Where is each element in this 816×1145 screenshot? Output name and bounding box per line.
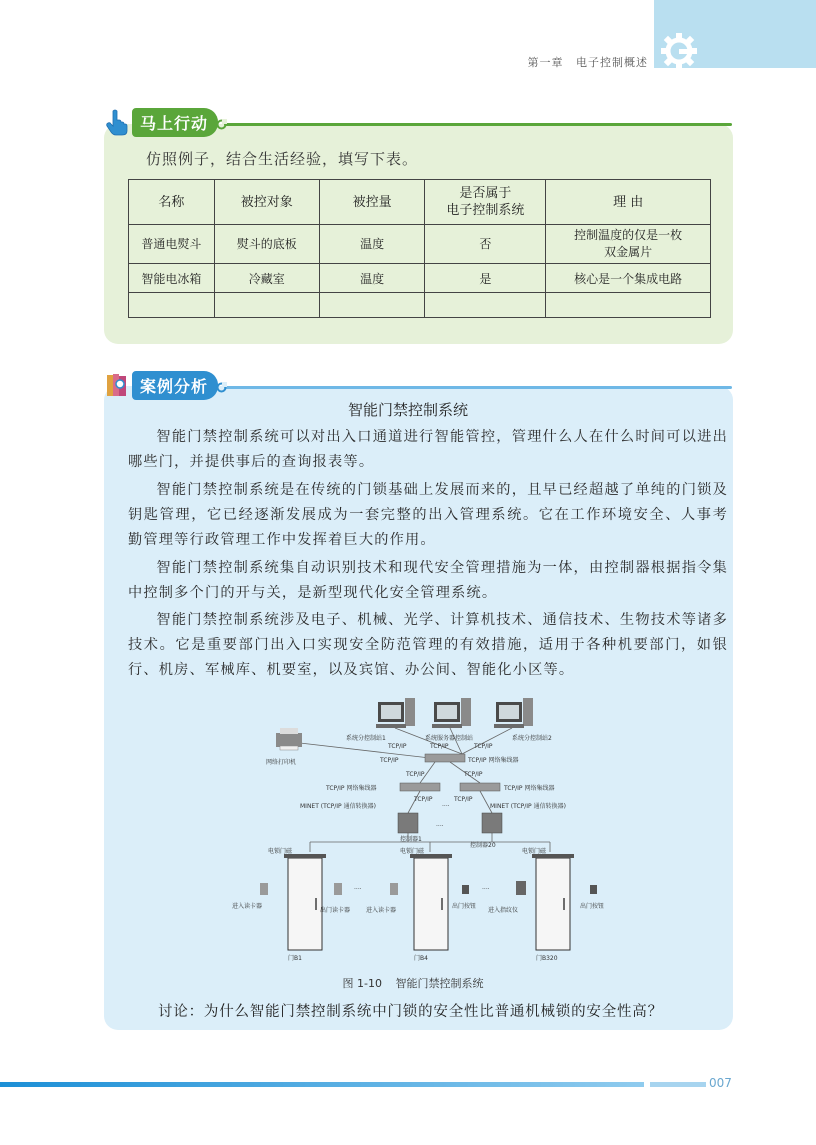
chapter-number: 第一章 [527, 56, 564, 69]
case-paragraph: 智能门禁控制系统可以对出入口通道进行智能管控，管理什么人在什么时间可以进出哪些门，并提供事后的查询报表等。 [128, 429, 728, 470]
table-row [129, 264, 711, 293]
tcpip-label: TCP/IP [474, 743, 493, 750]
fingerprint-icon [516, 881, 526, 895]
ellipsis: ···· [436, 823, 444, 830]
ellipsis: ···· [354, 886, 362, 893]
printer-icon [276, 728, 302, 750]
tcpip-label: TCP/IP [380, 757, 399, 764]
case-paragraph: 智能门禁控制系统是在传统的门锁基础上发展而来的，且早已经超越了单纯的门锁及钥匙管理，它已经逐渐发展成为一套完整的出入管理系统。它在工作环境安全、人事考勤管理等行政管理工作中发挥着巨大的作用。 [128, 482, 728, 548]
exit-button-icon [462, 885, 469, 894]
exit-button-label: 出门按钮 [580, 903, 605, 910]
hand-pointer-icon [106, 109, 128, 135]
door-b1-icon [284, 854, 326, 950]
chapter-header [520, 54, 649, 70]
minet-right-label: MINET (TCP/IP 通信转换器) [490, 803, 566, 810]
main-hub-label: TCP/IP 网络集线器 [468, 757, 519, 764]
minet-left-label: MINET (TCP/IP 通信转换器) [300, 803, 376, 810]
case-title: 智能门禁控制系统 [347, 401, 468, 419]
server-label: 系统服务器控制站 [425, 735, 474, 742]
figure-number: 图 1-10 [342, 977, 382, 990]
footer-rule-short [650, 1082, 706, 1087]
lock-label: 电锁门磁 [268, 848, 293, 855]
reader-out-label: 出门读卡器 [320, 907, 351, 914]
gear-icon [660, 32, 698, 70]
discussion-question: 讨论：为什么智能门禁控制系统中门锁的安全性比普通机械锁的安全性高？ [158, 1004, 663, 1020]
fingerprint-label: 进入指纹仪 [488, 907, 519, 914]
table-cell: 智能电冰箱 [129, 264, 215, 293]
tcpip-label: TCP/IP [430, 743, 449, 750]
door-b320-label: 门B320 [536, 955, 558, 962]
door-b4-label: 门B4 [414, 955, 428, 962]
tcpip-label: TCP/IP [414, 796, 433, 803]
server-icon [432, 698, 471, 728]
table-cell: 是 [425, 264, 546, 293]
chapter-title: 电子控制概述 [576, 56, 648, 69]
workstation-1-icon [376, 698, 415, 728]
case-paragraph: 智能门禁控制系统涉及电子、机械、光学、计算机技术、通信技术、生物技术等诸多技术。它是重要部门出入口实现安全防范管理的有效措施，适用于各种机要部门，如银行、机房、军械库、机要室，以及宾馆、办公间、智能化小区等。 [128, 612, 728, 678]
figure-caption [0, 975, 816, 991]
tcpip-label: TCP/IP [454, 796, 473, 803]
workstation-1-label: 系统分控制站1 [346, 735, 386, 742]
left-hub-icon [400, 783, 440, 791]
right-hub-icon [460, 783, 500, 791]
page-number: 007 [709, 1076, 732, 1090]
figure-title: 智能门禁控制系统 [395, 977, 484, 990]
table-row-blank [129, 293, 711, 318]
tcpip-label: TCP/IP [406, 771, 425, 778]
ellipsis: ···· [482, 886, 490, 893]
case-paragraph: 智能门禁控制系统集自动识别技术和现代安全管理措施为一体，由控制器根据指令集中控制多个门的开与关，是新型现代化安全管理系统。 [128, 560, 728, 601]
reader-icon [390, 883, 398, 895]
right-hub-label: TCP/IP 网络集线器 [504, 785, 555, 792]
table-cell: 熨斗的底板 [214, 225, 319, 264]
controller-1-icon [398, 813, 418, 833]
controller-20-icon [482, 813, 502, 833]
reader-in-label: 进入读卡器 [366, 907, 397, 914]
table-cell: 温度 [319, 264, 425, 293]
lock-label: 电锁门磁 [400, 848, 425, 855]
reader-in-label: 进入读卡器 [232, 903, 263, 910]
action-section-heading [106, 108, 218, 136]
table-cell-empty[interactable] [129, 293, 215, 318]
controller-20-label: 控制器20 [470, 842, 496, 849]
refresh-icon [216, 119, 227, 130]
table-header-cell: 是否属于 电子控制系统 [425, 180, 546, 225]
table-cell: 温度 [319, 225, 425, 264]
door-b4-icon [410, 854, 452, 950]
footer-rule [0, 1082, 644, 1087]
table-cell-empty[interactable] [425, 293, 546, 318]
ellipsis: ···· [442, 803, 450, 810]
table-header-cell: 理 由 [546, 180, 711, 225]
printer-label: 网络打印机 [266, 759, 297, 766]
exit-button-label: 出门按钮 [452, 903, 477, 910]
action-heading-rule [224, 123, 732, 126]
table-cell: 核心是一个集成电路 [546, 264, 711, 293]
exit-button-icon [590, 885, 597, 894]
action-heading-label: 马上行动 [132, 108, 218, 137]
refresh-icon [216, 382, 227, 393]
table-cell-empty[interactable] [546, 293, 711, 318]
fill-in-table [128, 179, 711, 318]
table-cell: 否 [425, 225, 546, 264]
left-hub-label: TCP/IP 网络集线器 [326, 785, 377, 792]
table-header-cell: 被控量 [319, 180, 425, 225]
action-instruction: 仿照例子，结合生活经验，填写下表。 [146, 150, 419, 168]
table-cell: 冷藏室 [214, 264, 319, 293]
table-cell-empty[interactable] [214, 293, 319, 318]
lock-label: 电锁门磁 [522, 848, 547, 855]
reader-icon [334, 883, 342, 895]
controller-1-label: 控制器1 [400, 836, 422, 843]
tcpip-label: TCP/IP [464, 771, 483, 778]
table-row [129, 225, 711, 264]
access-control-diagram [232, 688, 610, 970]
door-b320-icon [532, 854, 574, 950]
tcpip-label: TCP/IP [388, 743, 407, 750]
workstation-2-label: 系统分控制站2 [512, 735, 552, 742]
case-heading-label: 案例分析 [132, 371, 218, 400]
case-section-heading [106, 371, 218, 399]
table-cell-empty[interactable] [319, 293, 425, 318]
main-hub-icon [425, 754, 465, 762]
table-header-cell: 名称 [129, 180, 215, 225]
door-b1-label: 门B1 [288, 955, 302, 962]
case-heading-rule [224, 386, 732, 389]
table-header-row [129, 180, 711, 225]
books-search-icon [106, 372, 128, 398]
workstation-2-icon [494, 698, 533, 728]
table-cell: 控制温度的仅是一枚 双金属片 [546, 225, 711, 264]
reader-icon [260, 883, 268, 895]
table-cell: 普通电熨斗 [129, 225, 215, 264]
table-header-cell: 被控对象 [214, 180, 319, 225]
